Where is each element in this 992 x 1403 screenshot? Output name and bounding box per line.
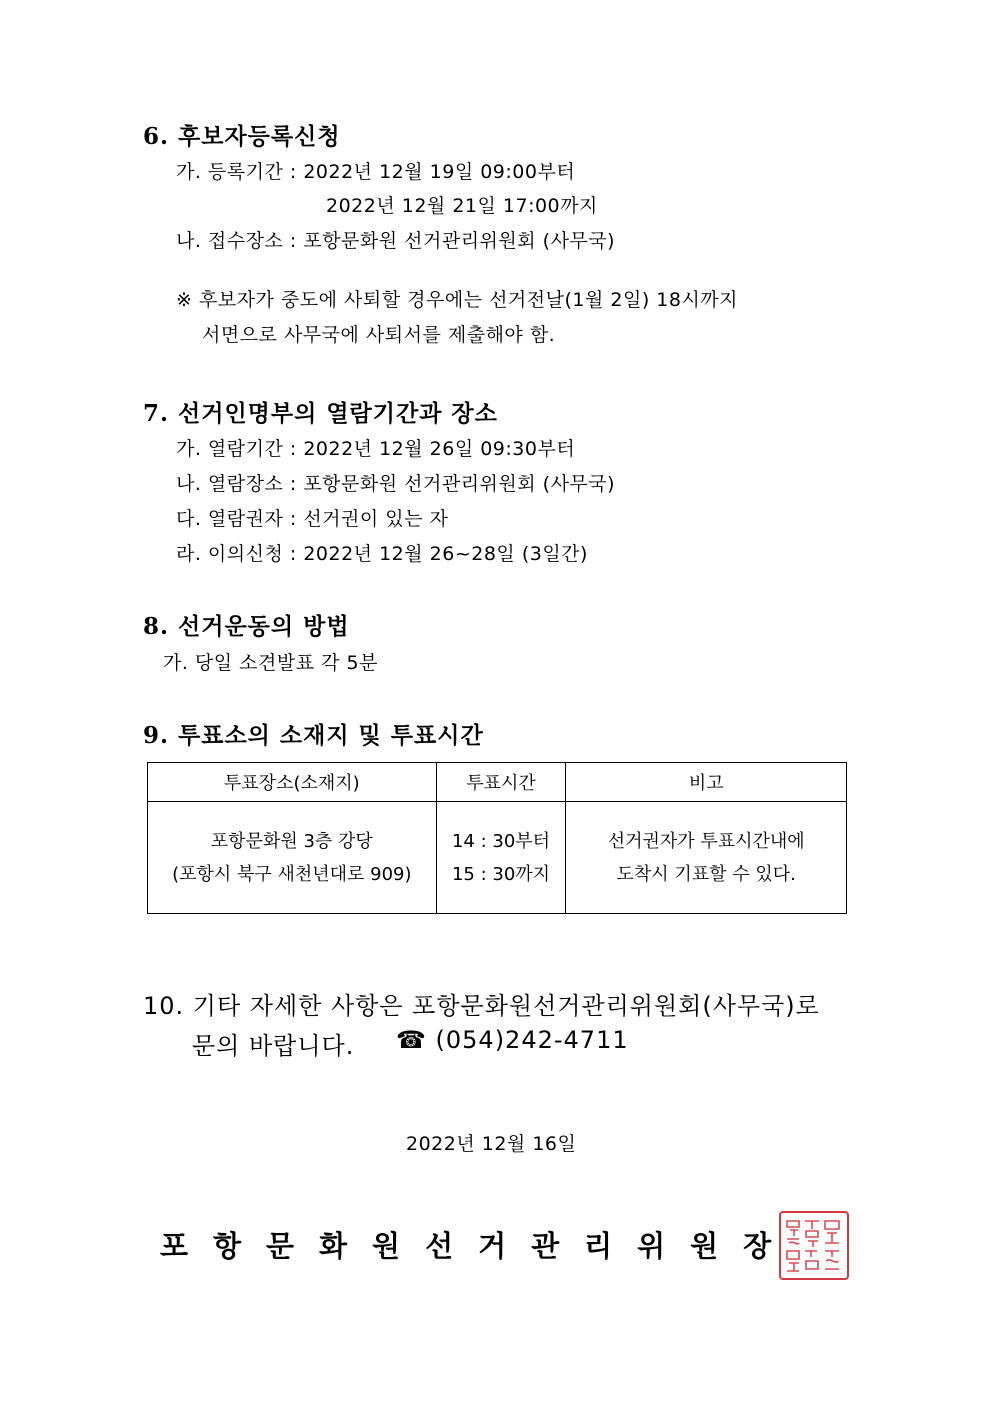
registration-period-start: 가. 등록기간 : 2022년 12월 19일 09:00부터 <box>176 161 576 183</box>
official-seal-stamp <box>779 1211 849 1280</box>
objection-period: 라. 이의신청 : 2022년 12월 26~28일 (3일간) <box>176 543 588 565</box>
section-10-line2: 문의 바랍니다. <box>192 1032 355 1060</box>
place-address: (포항시 북구 새천년대로 909) <box>172 863 412 885</box>
table-row <box>148 802 847 914</box>
campaign-method: 가. 당일 소견발표 각 5분 <box>163 652 378 674</box>
table-header-place: 투표장소(소재지) <box>148 763 437 802</box>
polling-table <box>147 762 847 914</box>
table-cell-time <box>436 802 566 914</box>
section-7-heading: 7. 선거인명부의 열람기간과 장소 <box>143 400 498 427</box>
seal-pattern-icon <box>781 1213 847 1278</box>
section-8-heading: 8. 선거운동의 방법 <box>143 613 350 640</box>
note-line2: 도착시 기표할 수 있다. <box>616 863 796 885</box>
time-end: 15 : 30까지 <box>451 863 551 885</box>
withdrawal-note-line2: 서면으로 사무국에 사퇴서를 제출해야 함. <box>202 324 556 346</box>
note-line1: 선거권자가 투표시간내에 <box>607 830 805 852</box>
section-9-heading: 9. 투표소의 소재지 및 투표시간 <box>143 722 484 749</box>
issuer-signature: 포항문화원선거관리위원장 <box>160 1229 797 1263</box>
registration-place: 나. 접수장소 : 포항문화원 선거관리위원회 (사무국) <box>176 230 616 252</box>
contact-phone: ☎ (054)242-4711 <box>396 1026 629 1054</box>
time-start: 14 : 30부터 <box>451 830 551 852</box>
table-header-row <box>148 763 847 802</box>
table-cell-place <box>148 802 437 914</box>
place-name: 포항문화원 3층 강당 <box>210 830 373 852</box>
inspection-period: 가. 열람기간 : 2022년 12월 26일 09:30부터 <box>176 438 576 460</box>
section-6-heading: 6. 후보자등록신청 <box>143 123 341 150</box>
registration-period-end: 2022년 12월 21일 17:00까지 <box>326 195 598 217</box>
inspection-place: 나. 열람장소 : 포항문화원 선거관리위원회 (사무국) <box>176 473 616 495</box>
section-10-line1: 10. 기타 자세한 사항은 포항문화원선거관리위원회(사무국)로 <box>143 992 820 1020</box>
withdrawal-note-line1: ※ 후보자가 중도에 사퇴할 경우에는 선거전날(1월 2일) 18시까지 <box>176 289 739 311</box>
table-header-time: 투표시간 <box>436 763 566 802</box>
table-cell-note <box>566 802 847 914</box>
inspection-eligible: 다. 열람권자 : 선거권이 있는 자 <box>176 508 449 530</box>
table-header-note: 비고 <box>566 763 847 802</box>
issue-date: 2022년 12월 16일 <box>406 1133 577 1155</box>
